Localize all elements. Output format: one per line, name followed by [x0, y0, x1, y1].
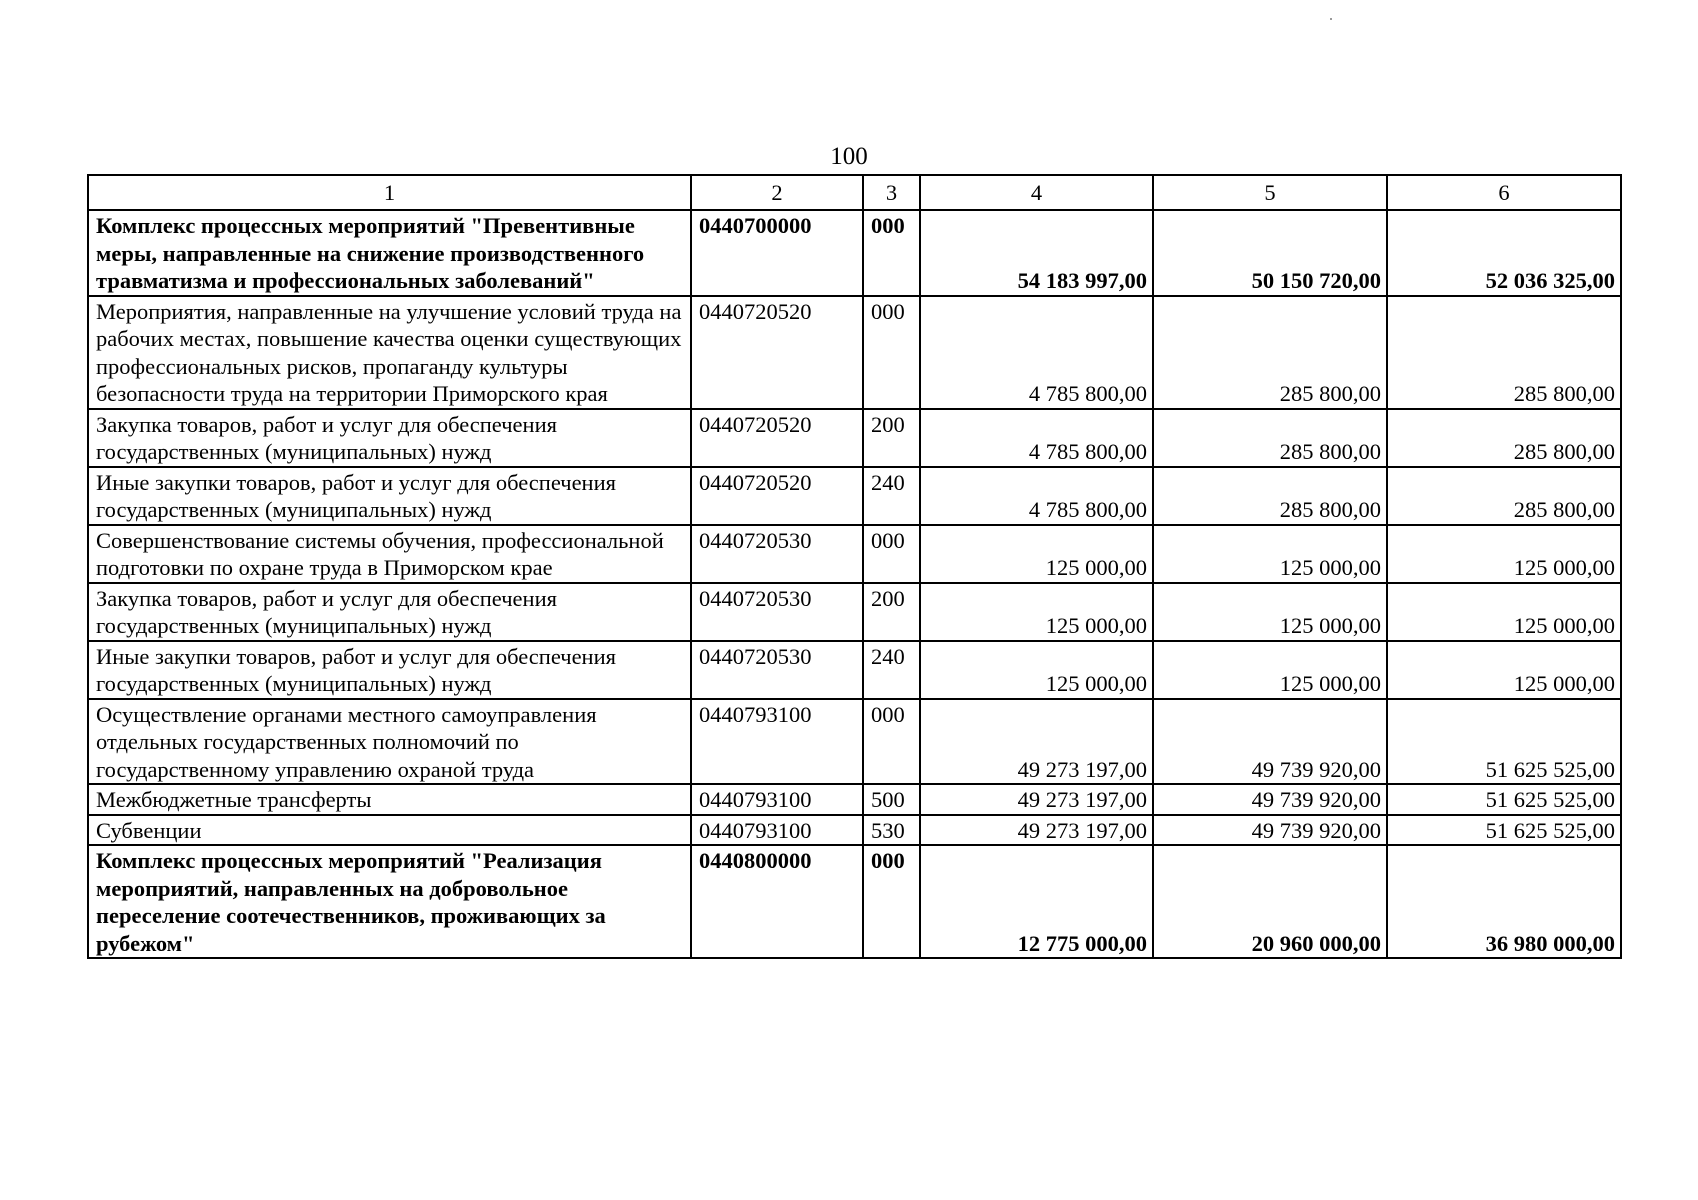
row-amount-year2-cell: 49 739 920,00	[1153, 699, 1387, 785]
row-name-cell: Закупка товаров, работ и услуг для обеспечения государственных (муниципальных) нужд	[88, 583, 691, 641]
row-code-cell: 0440793100	[691, 699, 863, 785]
row-name-cell: Совершенствование системы обучения, профессиональной подготовки по охране труда в Приморском крае	[88, 525, 691, 583]
row-amount-year3-cell: 125 000,00	[1387, 525, 1621, 583]
row-code-cell: 0440793100	[691, 784, 863, 815]
row-expense-type-cell: 000	[863, 525, 920, 583]
row-amount-year3-cell: 285 800,00	[1387, 409, 1621, 467]
row-name-cell: Субвенции	[88, 815, 691, 846]
row-expense-type-cell: 000	[863, 845, 920, 958]
table-row	[88, 583, 1621, 641]
row-code-cell: 0440720520	[691, 409, 863, 467]
row-amount-year1-cell: 49 273 197,00	[920, 784, 1153, 815]
row-amount-year3-cell: 51 625 525,00	[1387, 815, 1621, 846]
row-name-cell: Мероприятия, направленные на улучшение условий труда на рабочих местах, повышение качества оценки существующих профессиональных рисков, пропаганду культуры безопасности труда на территории Приморского края	[88, 296, 691, 409]
row-amount-year2-cell: 49 739 920,00	[1153, 815, 1387, 846]
row-name-cell: Иные закупки товаров, работ и услуг для обеспечения государственных (муниципальных) нужд	[88, 641, 691, 699]
row-name-cell: Иные закупки товаров, работ и услуг для обеспечения государственных (муниципальных) нужд	[88, 467, 691, 525]
row-amount-year1-cell: 125 000,00	[920, 583, 1153, 641]
row-amount-year1-cell: 54 183 997,00	[920, 210, 1153, 296]
row-amount-year3-cell: 51 625 525,00	[1387, 699, 1621, 785]
header-col-1: 1	[88, 175, 691, 210]
table-row	[88, 641, 1621, 699]
row-code-cell: 0440720520	[691, 296, 863, 409]
row-amount-year3-cell: 285 800,00	[1387, 467, 1621, 525]
table-row	[88, 296, 1621, 409]
table-row	[88, 699, 1621, 785]
row-amount-year3-cell: 36 980 000,00	[1387, 845, 1621, 958]
row-expense-type-cell: 500	[863, 784, 920, 815]
row-amount-year2-cell: 285 800,00	[1153, 409, 1387, 467]
row-name-cell: Осуществление органами местного самоуправления отдельных государственных полномочий по государственному управлению охраной труда	[88, 699, 691, 785]
row-amount-year3-cell: 125 000,00	[1387, 583, 1621, 641]
row-amount-year2-cell: 20 960 000,00	[1153, 845, 1387, 958]
row-code-cell: 0440720530	[691, 583, 863, 641]
row-amount-year1-cell: 12 775 000,00	[920, 845, 1153, 958]
table-row	[88, 815, 1621, 846]
table-body	[88, 210, 1621, 958]
table-row	[88, 525, 1621, 583]
row-amount-year2-cell: 50 150 720,00	[1153, 210, 1387, 296]
row-code-cell: 0440793100	[691, 815, 863, 846]
header-col-6: 6	[1387, 175, 1621, 210]
row-expense-type-cell: 240	[863, 641, 920, 699]
row-code-cell: 0440700000	[691, 210, 863, 296]
table-row	[88, 784, 1621, 815]
row-amount-year1-cell: 4 785 800,00	[920, 467, 1153, 525]
row-amount-year3-cell: 52 036 325,00	[1387, 210, 1621, 296]
row-expense-type-cell: 530	[863, 815, 920, 846]
row-amount-year2-cell: 125 000,00	[1153, 583, 1387, 641]
row-expense-type-cell: 200	[863, 409, 920, 467]
row-amount-year1-cell: 125 000,00	[920, 525, 1153, 583]
row-code-cell: 0440720520	[691, 467, 863, 525]
row-amount-year2-cell: 49 739 920,00	[1153, 784, 1387, 815]
row-amount-year3-cell: 285 800,00	[1387, 296, 1621, 409]
row-name-cell: Закупка товаров, работ и услуг для обеспечения государственных (муниципальных) нужд	[88, 409, 691, 467]
table-row	[88, 409, 1621, 467]
row-amount-year1-cell: 4 785 800,00	[920, 409, 1153, 467]
row-expense-type-cell: 200	[863, 583, 920, 641]
row-amount-year2-cell: 285 800,00	[1153, 296, 1387, 409]
row-code-cell: 0440800000	[691, 845, 863, 958]
budget-table	[87, 174, 1622, 959]
row-name-cell: Комплекс процессных мероприятий "Превентивные меры, направленные на снижение производственного травматизма и профессиональных заболеваний"	[88, 210, 691, 296]
row-amount-year1-cell: 49 273 197,00	[920, 699, 1153, 785]
row-amount-year3-cell: 125 000,00	[1387, 641, 1621, 699]
scan-speck	[1330, 18, 1332, 20]
row-amount-year1-cell: 125 000,00	[920, 641, 1153, 699]
header-col-3: 3	[863, 175, 920, 210]
row-name-cell: Межбюджетные трансферты	[88, 784, 691, 815]
row-code-cell: 0440720530	[691, 641, 863, 699]
header-col-2: 2	[691, 175, 863, 210]
row-amount-year2-cell: 125 000,00	[1153, 525, 1387, 583]
header-col-4: 4	[920, 175, 1153, 210]
table-header-row	[88, 175, 1621, 210]
row-expense-type-cell: 000	[863, 296, 920, 409]
table-row	[88, 845, 1621, 958]
row-expense-type-cell: 000	[863, 699, 920, 785]
row-amount-year1-cell: 49 273 197,00	[920, 815, 1153, 846]
row-amount-year1-cell: 4 785 800,00	[920, 296, 1153, 409]
row-amount-year2-cell: 285 800,00	[1153, 467, 1387, 525]
table-row	[88, 210, 1621, 296]
row-expense-type-cell: 240	[863, 467, 920, 525]
row-expense-type-cell: 000	[863, 210, 920, 296]
header-col-5: 5	[1153, 175, 1387, 210]
table-row	[88, 467, 1621, 525]
row-name-cell: Комплекс процессных мероприятий "Реализация мероприятий, направленных на добровольное переселение соотечественников, проживающих за рубежом"	[88, 845, 691, 958]
row-amount-year3-cell: 51 625 525,00	[1387, 784, 1621, 815]
row-code-cell: 0440720530	[691, 525, 863, 583]
row-amount-year2-cell: 125 000,00	[1153, 641, 1387, 699]
page-number: 100	[830, 143, 868, 170]
